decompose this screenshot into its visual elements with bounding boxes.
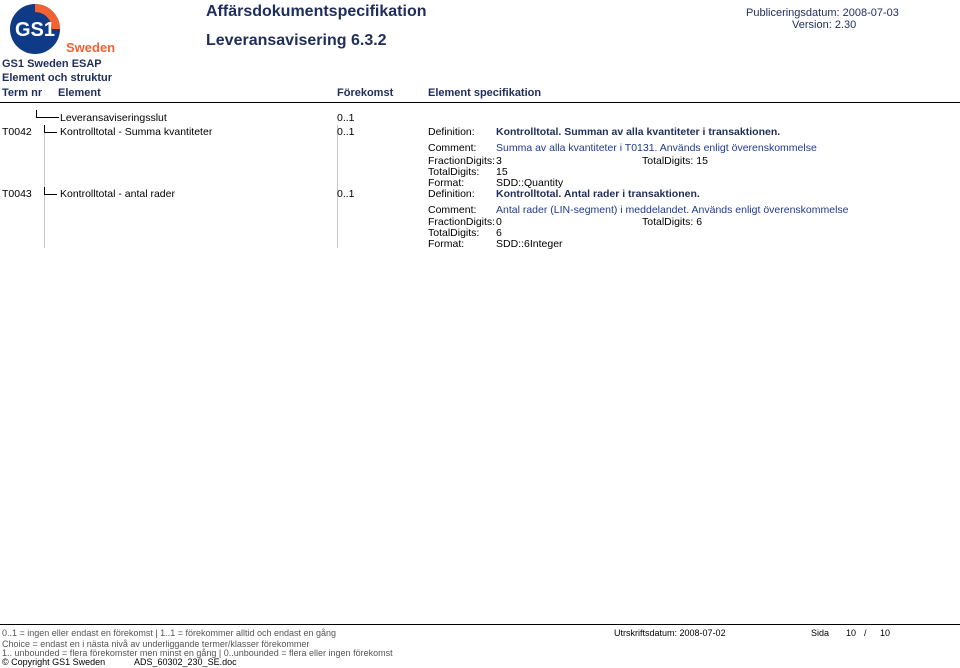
tree-connector xyxy=(36,110,59,118)
comment-label: Comment: xyxy=(428,204,477,216)
column-guide xyxy=(337,125,338,248)
fraction-label: FractionDigits: xyxy=(428,216,496,228)
col-term: Term nr xyxy=(2,87,43,99)
total-label: TotalDigits: xyxy=(428,166,480,178)
occurrence: 0..1 xyxy=(337,126,355,138)
gs1-sweden-logo xyxy=(8,2,116,58)
totaldigits-inline: TotalDigits: 6 xyxy=(642,216,703,228)
element-name: Kontrolltotal - Summa kvantiteter xyxy=(60,126,213,138)
comment-text: Antal rader (LIN-segment) i meddelandet. Används enligt överenskommelse xyxy=(496,204,849,216)
col-occurrence: Förekomst xyxy=(337,87,394,99)
org-name: GS1 Sweden ESAP xyxy=(2,58,102,70)
copyright: © Copyright GS1 Sweden xyxy=(2,657,106,667)
format-value: SDD::Quantity xyxy=(496,177,564,189)
fraction-label: FractionDigits: xyxy=(428,155,496,167)
occurrence: 0..1 xyxy=(337,188,355,200)
legend-line-1: 0..1 = ingen eller endast en förekomst | 1..1 = förekommer alltid och endast en gång xyxy=(2,628,337,638)
pub-value: 2008-07-03 xyxy=(842,7,899,19)
format-label: Format: xyxy=(428,177,465,189)
fraction-value: 3 xyxy=(496,155,502,167)
svg-text:Sweden: Sweden xyxy=(66,40,116,55)
occurrence: 0..1 xyxy=(337,112,355,124)
print-label: Utrskriftsdatum: xyxy=(614,628,678,638)
tree-connector xyxy=(44,187,57,195)
version-value: 2.30 xyxy=(834,19,857,31)
document-subtitle: Leveransavisering 6.3.2 xyxy=(206,32,387,49)
page-separator: / xyxy=(864,628,867,638)
col-element: Element xyxy=(58,87,101,99)
fraction-value: 0 xyxy=(496,216,502,228)
doc-filename: ADS_60302_230_SE.doc xyxy=(134,657,237,667)
page-number: 10 xyxy=(846,628,857,638)
definition-text: Kontrolltotal. Summan av alla kvantiteter i transaktionen. xyxy=(496,126,781,138)
page-label: Sida xyxy=(811,628,830,638)
total-value: 15 xyxy=(496,166,508,178)
page-total: 10 xyxy=(880,628,891,638)
format-label: Format: xyxy=(428,238,465,250)
total-value: 6 xyxy=(496,227,502,239)
publication-date xyxy=(746,7,899,19)
definition-label: Definition: xyxy=(428,188,475,200)
print-value: 2008-07-02 xyxy=(679,628,726,638)
print-date xyxy=(614,628,726,638)
comment-text: Summa av alla kvantiteter i T0131. Används enligt överenskommelse xyxy=(496,142,817,154)
document-title: Affärsdokumentspecifikation xyxy=(206,3,427,20)
legend-line-3: 1.. unbounded = flera förekomster men minst en gång | 0..unbounded = flera eller ingen förekomst xyxy=(2,648,393,658)
total-label: TotalDigits: xyxy=(428,227,480,239)
element-name: Kontrolltotal - antal rader xyxy=(60,188,175,200)
section-name: Element och struktur xyxy=(2,72,113,84)
term-number: T0043 xyxy=(2,188,32,200)
legend-line-2: Choice = endast en i nästa nivå av underliggande termer/klasser förekommer xyxy=(2,639,310,649)
element-name: Leveransaviseringsslut xyxy=(60,112,167,124)
svg-text:GS1: GS1 xyxy=(14,19,56,41)
definition-label: Definition: xyxy=(428,126,475,138)
totaldigits-inline: TotalDigits: 15 xyxy=(642,155,708,167)
tree-connector xyxy=(44,125,57,133)
format-value: SDD::6Integer xyxy=(496,238,563,250)
version-label: Version: xyxy=(792,19,832,31)
footer-rule xyxy=(0,624,960,625)
comment-label: Comment: xyxy=(428,142,477,154)
term-number: T0042 xyxy=(2,126,32,138)
version xyxy=(792,19,856,31)
header-rule xyxy=(0,102,960,103)
col-spec: Element specifikation xyxy=(428,87,542,99)
pub-label: Publiceringsdatum: xyxy=(746,7,840,19)
definition-text: Kontrolltotal. Antal rader i transaktionen. xyxy=(496,188,700,200)
